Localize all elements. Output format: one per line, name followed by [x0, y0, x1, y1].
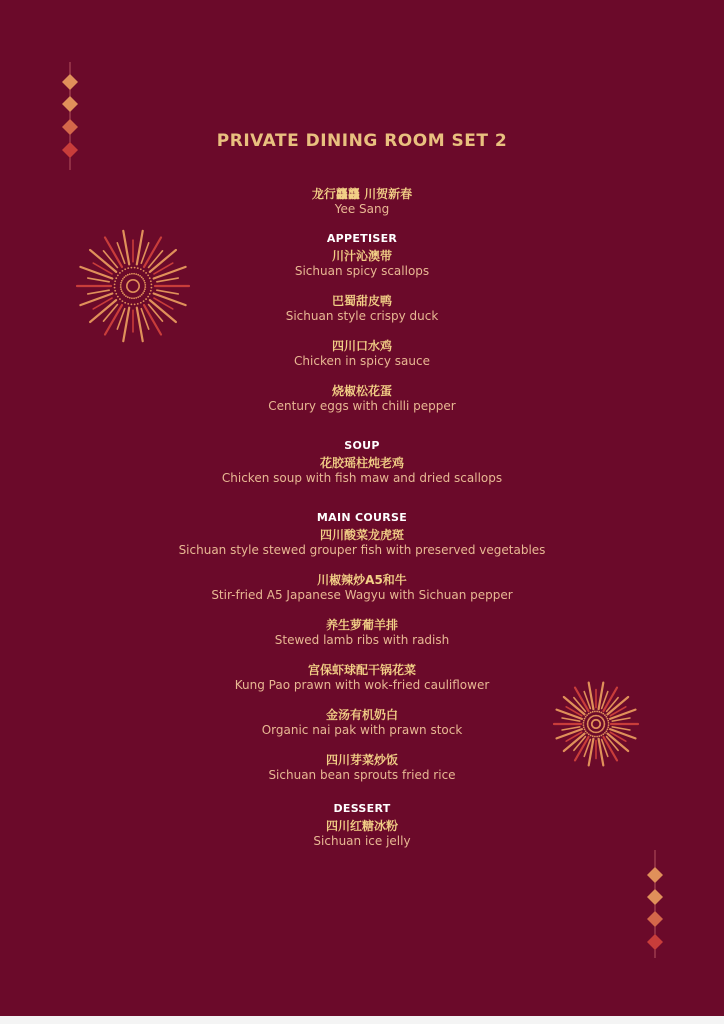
dish-name-chinese: 金汤有机奶白	[325, 708, 398, 722]
dish-name-english: Century eggs with chilli pepper	[268, 399, 456, 413]
dish-name-english: Yee Sang	[334, 202, 390, 216]
menu-item	[0, 707, 724, 738]
menu-item	[0, 455, 724, 486]
menu-item	[0, 338, 724, 369]
dish-name-chinese: 川汁沁澳带	[331, 249, 392, 263]
dish-name-english: Chicken in spicy sauce	[294, 354, 430, 368]
dish-name-english: Organic nai pak with prawn stock	[261, 723, 463, 737]
dish-name-chinese: 四川红糖冰粉	[325, 819, 398, 833]
menu-item	[0, 383, 724, 414]
dish-name-chinese: 花胶瑶柱炖老鸡	[319, 456, 404, 470]
section-appetiser	[0, 231, 724, 414]
section-heading: DESSERT	[333, 802, 391, 815]
dish-name-english: Sichuan style stewed grouper fish with preserved vegetables	[178, 543, 546, 557]
dish-name-english: Sichuan style crispy duck	[285, 309, 439, 323]
section-soup	[0, 438, 724, 486]
menu-item	[0, 572, 724, 603]
dish-name-chinese: 烧椒松花蛋	[331, 384, 392, 398]
menu-item	[0, 617, 724, 648]
dish-name-english: Stir-fried A5 Japanese Wagyu with Sichuan pepper	[211, 588, 513, 602]
dish-name-chinese: 巴蜀甜皮鸭	[331, 294, 392, 308]
menu-item	[0, 752, 724, 783]
section-heading: MAIN COURSE	[316, 511, 408, 524]
dish-name-chinese: 四川口水鸡	[331, 339, 392, 353]
menu-item	[0, 662, 724, 693]
dish-name-english: Chicken soup with fish maw and dried scallops	[221, 471, 503, 485]
section-dessert	[0, 801, 724, 849]
diamond-ornament-bottom-right	[643, 850, 667, 958]
dish-name-english: Stewed lamb ribs with radish	[274, 633, 450, 647]
menu-item	[0, 818, 724, 849]
section-heading: APPETISER	[326, 232, 398, 245]
menu-content	[0, 186, 724, 863]
section-heading: SOUP	[344, 439, 380, 452]
dish-name-chinese: 四川酸菜龙虎斑	[319, 528, 404, 542]
page-edge	[0, 1016, 724, 1024]
dish-name-chinese: 川椒辣炒A5和牛	[317, 573, 407, 587]
menu-item	[0, 293, 724, 324]
dish-name-chinese: 宫保虾球配干锅花菜	[307, 663, 416, 677]
menu-title: PRIVATE DINING ROOM SET 2	[216, 131, 508, 151]
diamond-ornament-top-left	[58, 62, 82, 170]
opening-dish	[0, 186, 724, 217]
dish-name-english: Sichuan ice jelly	[313, 834, 411, 848]
section-main-course	[0, 510, 724, 783]
dish-name-english: Sichuan spicy scallops	[294, 264, 430, 278]
dish-name-english: Sichuan bean sprouts fried rice	[268, 768, 456, 782]
menu-item	[0, 248, 724, 279]
dish-name-chinese: 龙行龘龘 川贺新春	[311, 187, 413, 201]
dish-name-chinese: 四川芽菜炒饭	[325, 753, 398, 767]
dish-name-english: Kung Pao prawn with wok-fried cauliflower	[234, 678, 490, 692]
menu-item	[0, 527, 724, 558]
dish-name-chinese: 养生萝葡羊排	[325, 618, 398, 632]
